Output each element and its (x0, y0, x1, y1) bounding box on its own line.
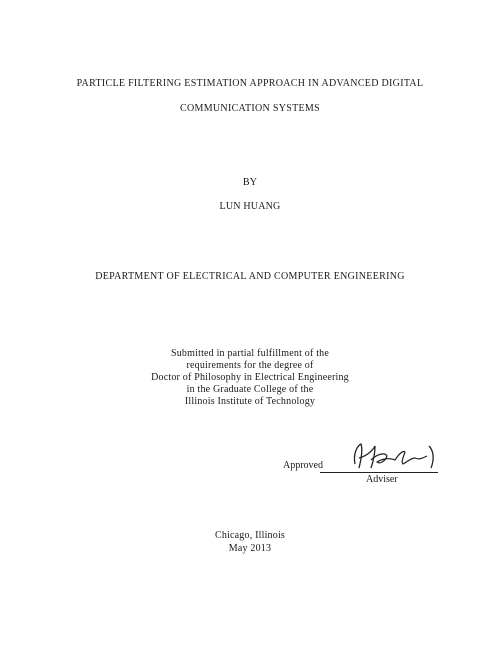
adviser-signature (345, 440, 441, 474)
department-name: DEPARTMENT OF ELECTRICAL AND COMPUTER ENGINEERING (95, 271, 405, 282)
signature-line (320, 472, 438, 473)
submission-line-4: in the Graduate College of the (186, 384, 314, 395)
approval-block (283, 440, 453, 490)
location: Chicago, Illinois (214, 530, 286, 541)
approved-label: Approved (283, 460, 323, 471)
submission-line-5: Illinois Institute of Technology (184, 396, 316, 407)
author-name: LUN HUANG (219, 201, 281, 212)
submission-line-2: requirements for the degree of (186, 360, 314, 371)
by-label: BY (242, 177, 258, 188)
thesis-title-line-2: COMMUNICATION SYSTEMS (180, 103, 320, 114)
submission-line-3: Doctor of Philosophy in Electrical Engineering (151, 372, 349, 383)
thesis-title-line-1: PARTICLE FILTERING ESTIMATION APPROACH IN ADVANCED DIGITAL (76, 78, 424, 89)
submission-line-1: Submitted in partial fulfillment of the (170, 348, 330, 359)
adviser-label: Adviser (366, 474, 398, 485)
date: May 2013 (228, 543, 272, 554)
